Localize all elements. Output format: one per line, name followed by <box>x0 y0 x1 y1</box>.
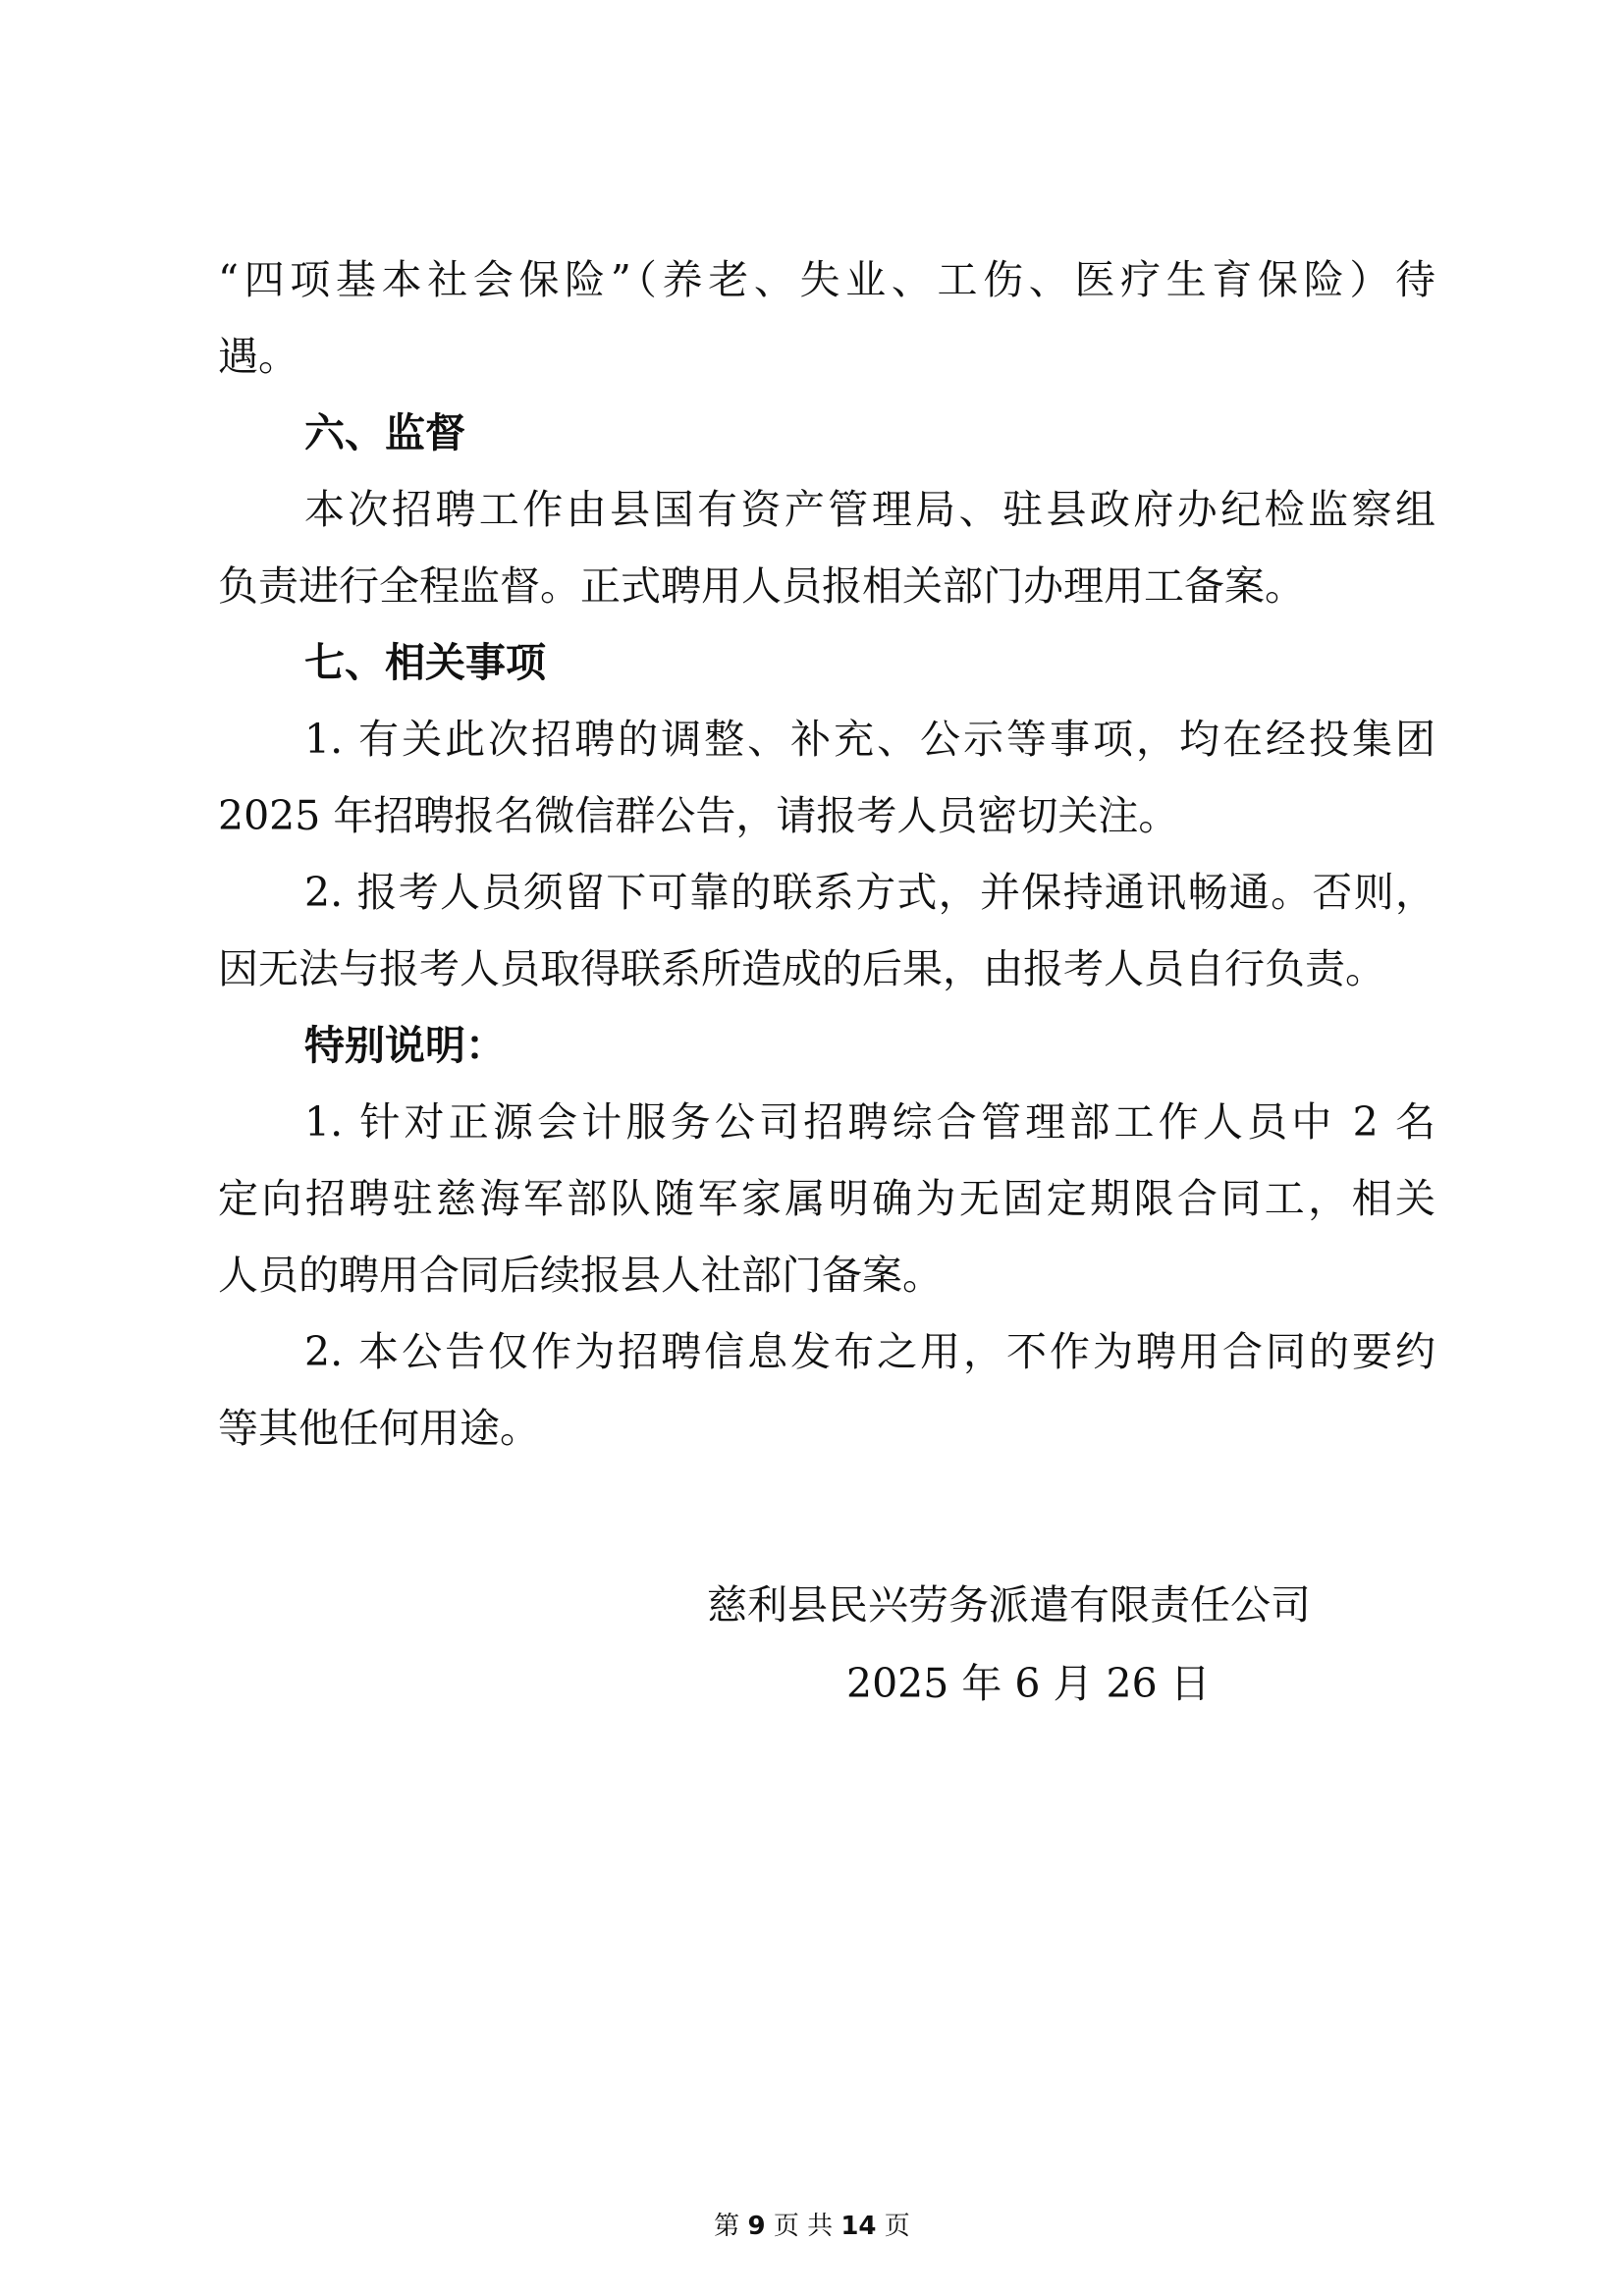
paragraph-matters-2-line-1: 2. 报考人员须留下可靠的联系方式，并保持通讯畅通。否则， <box>304 869 1435 916</box>
paragraph-notes-1-line-2: 定向招聘驻慈海军部队随军家属明确为无固定期限合同工，相关 <box>218 1175 1435 1222</box>
paragraph-insurance-line-2: 遇。 <box>218 333 298 380</box>
signature-date: 2025 年 6 月 26 日 <box>846 1660 1211 1707</box>
section-heading-special-notes: 特别说明： <box>304 1022 506 1069</box>
footer-page-number: 9 <box>747 2212 766 2241</box>
paragraph-matters-1-line-2: 2025 年招聘报名微信群公告，请报考人员密切关注。 <box>218 792 1179 839</box>
signature-company: 慈利县民兴劳务派遣有限责任公司 <box>707 1581 1311 1629</box>
paragraph-notes-1-line-3: 人员的聘用合同后续报县人社部门备案。 <box>218 1252 943 1299</box>
section-heading-supervision: 六、监督 <box>304 409 465 456</box>
paragraph-matters-2-line-2: 因无法与报考人员取得联系所造成的后果，由报考人员自行负责。 <box>218 945 1385 992</box>
footer-total-pages: 14 <box>840 2212 877 2241</box>
paragraph-notes-2-line-1: 2. 本公告仅作为招聘信息发布之用，不作为聘用合同的要约 <box>304 1328 1435 1375</box>
document-body <box>218 241 1435 1467</box>
footer-suffix: 页 <box>884 2212 910 2241</box>
paragraph-insurance-line-1: “四项基本社会保险”（养老、失业、工伤、医疗生育保险）待 <box>218 256 1435 303</box>
paragraph-supervision-line-1: 本次招聘工作由县国有资产管理局、驻县政府办纪检监察组 <box>304 486 1435 533</box>
footer-prefix: 第 <box>714 2212 740 2241</box>
paragraph-matters-1-line-1: 1. 有关此次招聘的调整、补充、公示等事项，均在经投集团 <box>304 716 1435 763</box>
section-heading-related-matters: 七、相关事项 <box>304 639 546 686</box>
paragraph-supervision-line-2: 负责进行全程监督。正式聘用人员报相关部门办理用工备案。 <box>218 562 1305 610</box>
paragraph-notes-1-line-1: 1. 针对正源会计服务公司招聘综合管理部工作人员中 2 名 <box>304 1098 1435 1146</box>
footer-middle: 页 共 <box>773 2212 834 2241</box>
paragraph-notes-2-line-2: 等其他任何用途。 <box>218 1405 540 1452</box>
page-footer <box>0 2209 1624 2244</box>
